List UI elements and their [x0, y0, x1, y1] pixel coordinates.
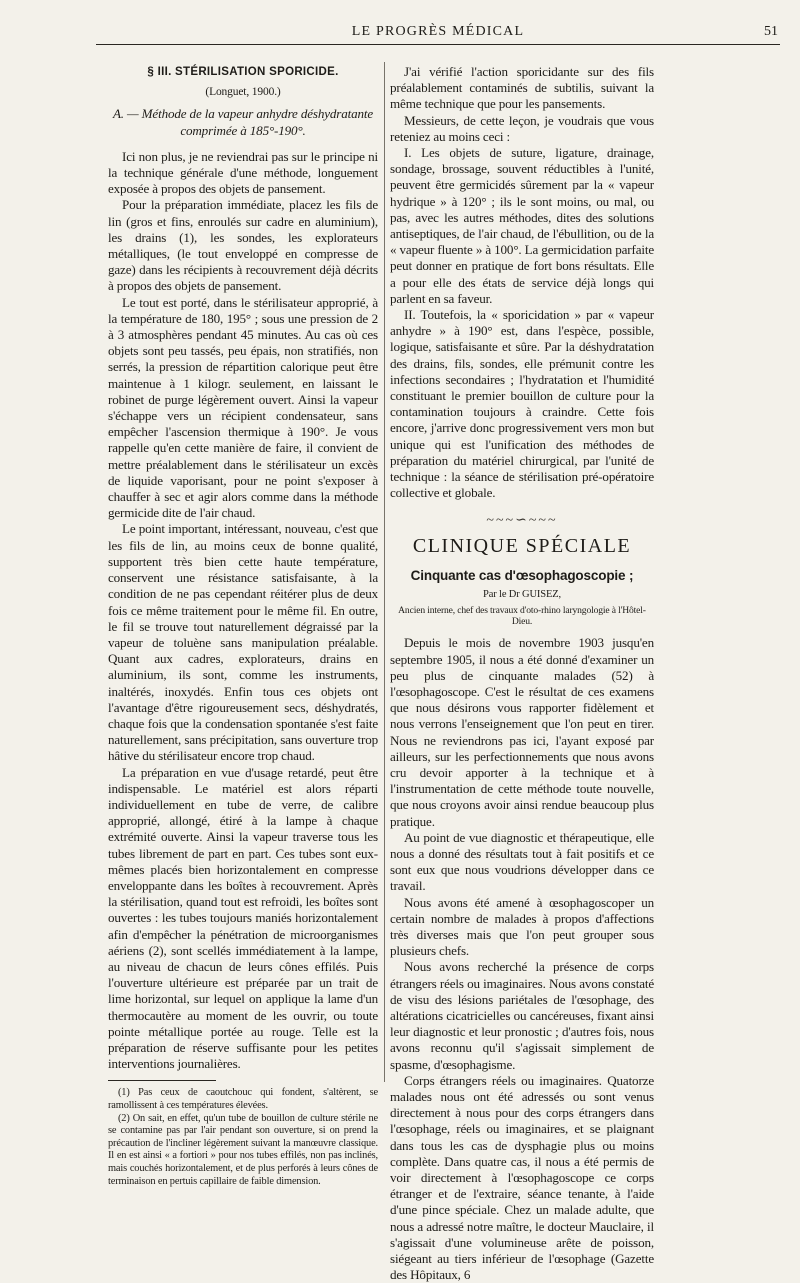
- paragraph: Au point de vue diagnostic et thérapeutique, elle nous a donné des résultats tout à fait positifs et ce sont eux que nous voudrions développer dans ce travail.: [390, 829, 654, 894]
- article-title: Cinquante cas d'œsophagoscopie ;: [410, 567, 634, 583]
- page-number: 51: [764, 24, 778, 39]
- ornament-flourish: ~~~∽~~~: [486, 513, 558, 529]
- section-heading: CLINIQUE SPÉCIALE: [412, 534, 632, 557]
- paragraph: Corps étrangers réels ou imaginaires. Quatorze malades nous ont été adressés ou sont venus directement à nous pour des corps étrangers dans l'œsophage, réels ou imaginaires, et se plaignant dans tous les cas de dysphagie plus ou moins complète. Dans quatre cas, il nous a été permis de voir directement à l'œsophagoscope ce corps étranger et de l'extraire, séance tenante, à l'aide d'une pince spéciale. Chez un malade adulte, que nous a adressé notre maître, le docteur Mauclaire, il s'agissait d'une volumineuse arête de poisson, siégeant au tiers inférieur de l'œsophage (Gazette des Hôpitaux, 6: [390, 1072, 654, 1283]
- paragraph: Ici non plus, je ne reviendrai pas sur le principe ni la technique générale d'une méthode, longuement exposée à propos des objets de pansement.: [108, 148, 378, 197]
- footnote: (2) On sait, en effet, qu'un tube de bouillon de culture stérile ne se contamine pas par l'air pendant son ouverture, si on prend la précaution de l'incliner légèrement suivant la manœuvre classique. Il en est ainsi « a fortiori » pour nos tubes effilés, non pas inclinés, mais couchés horizontalement, et de plus perforés à leurs cônes de terminaison en pertuis capillaire de faible dimension.: [108, 1112, 378, 1187]
- paragraph: I. Les objets de suture, ligature, drainage, sondage, brossage, souvent réductibles à l'unité, peuvent être germicidés sûrement par la « vapeur hydrique » à 120° ; ils le sont moins, ou mal, ou pas, avec les autres méthodes, dites des solutions antiseptiques, de l'air chaud, de l'ébullition, ou de la « vapeur fluente » à 100°. La germicidation parfaite peut donner en pratique de fort bons résultats. Elle a pour elle des états de service déjà longs qui parlent en sa faveur.: [390, 145, 654, 306]
- footnote-rule: [108, 1080, 216, 1081]
- column-divider: [384, 62, 385, 1082]
- paragraph: II. Toutefois, la « sporicidation » par « vapeur anhydre » à 190° est, dans l'espèce, possible, logique, satisfaisante et sûre. Par la déshydratation des drains, fils, sondes, elle prémunit contre les infections secondaires ; l'hydratation et l'humidité constituant le premier bouillon de culture pour la contamination toujours à craindre. Cette fois encore, j'arrive donc progressivement vers mon but unique qui est l'unification des méthodes de préparation du matériel chirurgical, par l'unité de technique : la séance de stérilisation pré-opératoire collective et globale.: [390, 307, 654, 501]
- byline: Par le Dr GUISEZ,: [483, 589, 561, 601]
- author-affiliation: Ancien interne, chef des travaux d'oto-rhino laryngologie à l'Hôtel-Dieu.: [398, 605, 646, 628]
- subsection-heading: A. — Méthode de la vapeur anhydre déshydratante comprimée à 185°-190°.: [112, 106, 374, 138]
- journal-title: LE PROGRÈS MÉDICAL: [351, 24, 525, 39]
- paragraph: La préparation en vue d'usage retardé, peut être indispensable. Le matériel est alors réparti individuellement en tube de verre, de calibre approprié, allongé, étiré à la lampe à chaque extrémité ouverte. Ainsi la vapeur traverse tous les tubes librement de part en part. Ces tubes sont eux-mêmes placés bien horizontalement en compresse enveloppante dans les boîtes à recouvrement. Après la stérilisation, quand tout est refroidi, les boîtes sont ouvertes : les tubes toujours maniés horizontalement afin d'empêcher la pénétration de microorganismes aériens (2), sont scellés immédiatement à la lampe, au niveau de chacun de leurs cônes effilés. Puis l'ouverture ultérieure est préparée par un trait de lime horizontal, sur lequel on applique la lame d'un thermocautère au moment de les ouvrir, ou toute pointe métallique portée au rouge. Telle est la préparation de réserve suffisante pour les petites interventions journalières.: [108, 764, 378, 1072]
- right-column: [390, 64, 654, 1283]
- paragraph: J'ai vérifié l'action sporicidante sur des fils préalablement contaminés de subtilis, suivant la même technique que pour les pansements.: [390, 64, 654, 112]
- footnote: (1) Pas ceux de caoutchouc qui fondent, s'altèrent, se ramollissent à ces températures élevées.: [108, 1087, 378, 1111]
- paragraph: Le tout est porté, dans le stérilisateur approprié, à la température de 180, 195° ; sous une pression de 2 à 3 atmosphères pendant 45 minutes. Au cas où ces objets sont peu tassés, peu épais, non stratifiés, non serrés, la pression de répartition calorique peut être maintenue à 1 kilogr. seulement, en laissant le robinet de purge légèrement ouvert. Ainsi la vapeur s'échappe vers un récipient condensateur, sans empêcher l'ascension thermique à 190°. Je vous rappelle qu'en cette manière de faire, il convient de mettre préalablement dans le stérilisateur un excès de liquide vaporisant, pour ne point s'exposer à chauffer à sec et agir alors comme dans la méthode germicide dite de l'air chaud.: [108, 294, 378, 521]
- paragraph: Depuis le mois de novembre 1903 jusqu'en septembre 1905, il nous a été donné d'examiner un peu plus de cinquante malades (52) à l'œsophagoscope. C'est le résultat de ces examens que nous désirons vous rapporter fidèlement et nous verrons l'enseignement que l'on peut en tirer. Nous ne reviendrons pas ici, l'ayant exposé par ailleurs, sur les perfectionnements que nous avons cru devoir apporter à la technique et à l'instrumentation de cette méthode toute nouvelle, que nous croyons avoir ainsi rendue beaucoup plus pratique.: [390, 635, 654, 829]
- paragraph: Nous avons été amené à œsophagoscoper un certain nombre de malades à propos d'affections très diverses mais que l'on peut grouper sous plusieurs chefs.: [390, 894, 654, 959]
- section-title: § III. STÉRILISATION SPORICIDE.: [147, 66, 339, 78]
- paragraph: Le point important, intéressant, nouveau, c'est que les fils de lin, au moins ceux de bonne qualité, supportent très bien cette haute température, conservent une résistance satisfaisante, à la condition de ne pas cependant réitérer plus de deux fois ce même traitement pour le même fil. En outre, le fil se trouve tout naturellement dégraissé par la vapeur de toluène sans manipulation préalable. Quant aux cadres, explorateurs, drains en aluminium, ils sont, comme les instruments, inaltérés, inoxydés. Enfin tous ces objets ont l'avantage d'être rigoureusement secs, déshydratés, chaque fois que la condensation spontanée s'est faite naturellement, sans précipitation, sans ouverture trop hâtive du stérilisateur encore trop chaud.: [108, 521, 378, 764]
- section-source: (Longuet, 1900.): [205, 86, 281, 99]
- paragraph: Nous avons recherché la présence de corps étrangers réels ou imaginaires. Nous avons constaté de visu des lésions pariétales de l'œsophage, des altérations cicatricielles ou cancéreuses, fixant ainsi leur diagnostic et leur pronostic ; d'autres fois, nous avons reconnu qu'il s'agissait simplement de spasme, d'œsophagisme.: [390, 959, 654, 1072]
- paragraph: Messieurs, de cette leçon, je voudrais que vous reteniez au moins ceci :: [390, 112, 654, 144]
- running-head: [96, 24, 780, 45]
- paragraph: Pour la préparation immédiate, placez les fils de lin (gros et fins, enroulés sur cadre en aluminium), les drains (1), les sondes, les explorateurs métalliques, (le tout enveloppé en compresse de gaze) dans les récipients à recouvrement déjà décrits à propos des objets de pansement.: [108, 197, 378, 294]
- left-column: [108, 64, 378, 1188]
